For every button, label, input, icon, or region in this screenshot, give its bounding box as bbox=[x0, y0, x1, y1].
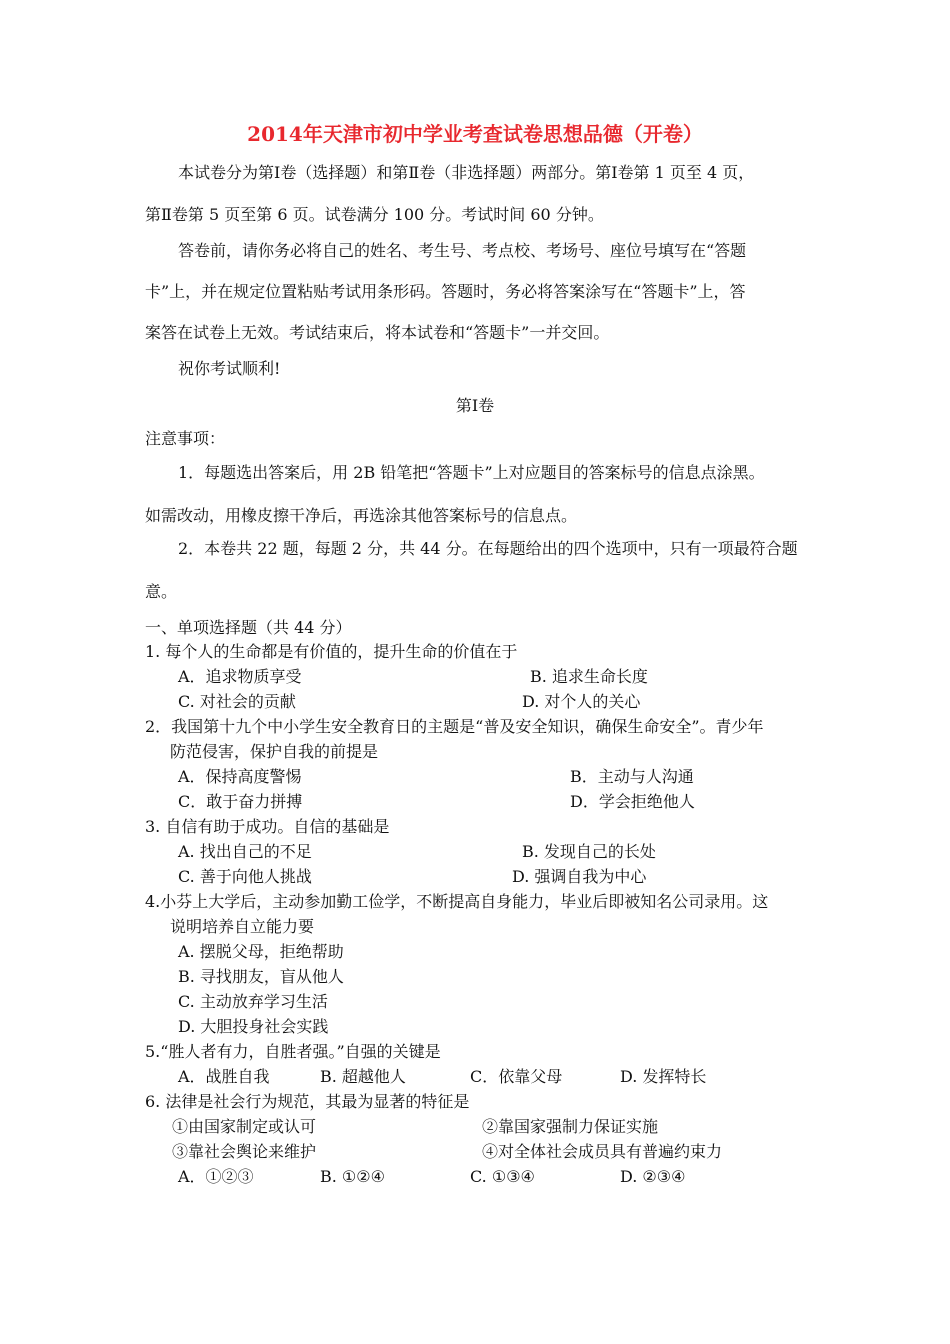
question-6-statement-4: ④对全体社会成员具有普遍约束力 bbox=[482, 1142, 723, 1161]
intro-paragraph-1-line-1: 本试卷分为第Ⅰ卷（选择题）和第Ⅱ卷（非选择题）两部分。第Ⅰ卷第 1 页至 4 页， bbox=[178, 163, 755, 182]
question-4-option-c: C. 主动放弃学习生活 bbox=[178, 992, 328, 1011]
question-6-option-a: A．①②③ bbox=[178, 1167, 254, 1186]
question-5-option-a: A．战胜自我 bbox=[178, 1067, 270, 1086]
question-6-stem: 6. 法律是社会行为规范，其最为显著的特征是 bbox=[145, 1092, 470, 1111]
question-6-option-b: B. ①②④ bbox=[320, 1167, 385, 1186]
question-4-stem-line-2: 说明培养自立能力要 bbox=[170, 917, 315, 936]
notice-2-line-2: 意。 bbox=[145, 582, 178, 601]
question-1-option-a: A．追求物质享受 bbox=[178, 667, 302, 686]
question-1-option-c: C. 对社会的贡献 bbox=[178, 692, 296, 711]
question-1-option-d: D. 对个人的关心 bbox=[522, 692, 641, 711]
question-1-option-b: B. 追求生命长度 bbox=[530, 667, 648, 686]
intro-paragraph-2-line-3: 案答在试卷上无效。考试结束后，将本试卷和“答题卡”一并交回。 bbox=[145, 323, 610, 342]
question-4-option-a: A. 摆脱父母，拒绝帮助 bbox=[178, 942, 344, 961]
question-5-stem: 5.“胜人者有力，自胜者强。”自强的关键是 bbox=[145, 1042, 441, 1061]
question-2-option-c: C．敢于奋力拼搏 bbox=[178, 792, 303, 811]
question-3-option-b: B. 发现自己的长处 bbox=[522, 842, 656, 861]
notice-label: 注意事项： bbox=[145, 429, 226, 448]
notice-2-line-1: 2．本卷共 22 题，每题 2 分，共 44 分。在每题给出的四个选项中，只有一项最符合题 bbox=[178, 539, 798, 558]
question-6-option-d: D. ②③④ bbox=[620, 1167, 686, 1186]
question-3-option-c: C. 善于向他人挑战 bbox=[178, 867, 312, 886]
notice-1-line-1: 1．每题选出答案后，用 2B 铅笔把“答题卡”上对应题目的答案标号的信息点涂黑。 bbox=[178, 463, 765, 482]
question-2-option-a: A．保持高度警惕 bbox=[178, 767, 302, 786]
question-4-option-b: B. 寻找朋友，盲从他人 bbox=[178, 967, 344, 986]
question-5-option-c: C．依靠父母 bbox=[470, 1067, 563, 1086]
question-3-option-a: A. 找出自己的不足 bbox=[178, 842, 312, 861]
part-1-heading: 第Ⅰ卷 bbox=[455, 396, 495, 415]
question-2-option-d: D．学会拒绝他人 bbox=[570, 792, 695, 811]
question-2-stem-line-2: 防范侵害，保护自我的前提是 bbox=[170, 742, 379, 761]
intro-paragraph-2-line-1: 答卷前，请你务必将自己的姓名、考生号、考点校、考场号、座位号填写在“答题 bbox=[178, 241, 747, 260]
exam-title: 2014年天津市初中学业考查试卷思想品德（开卷） bbox=[247, 122, 703, 146]
question-3-stem: 3. 自信有助于成功。自信的基础是 bbox=[145, 817, 390, 836]
question-6-statement-3: ③靠社会舆论来维护 bbox=[172, 1142, 317, 1161]
question-6-option-c: C. ①③④ bbox=[470, 1167, 535, 1186]
question-4-stem-line-1: 4.小芬上大学后，主动参加勤工俭学，不断提高自身能力，毕业后即被知名公司录用。这 bbox=[145, 892, 769, 911]
section-heading: 一、单项选择题（共 44 分） bbox=[145, 618, 352, 637]
question-4-option-d: D. 大胆投身社会实践 bbox=[178, 1017, 329, 1036]
intro-paragraph-2-line-2: 卡”上，并在规定位置粘贴考试用条形码。答题时，务必将答案涂写在“答题卡”上，答 bbox=[145, 282, 746, 301]
question-2-stem-line-1: 2．我国第十九个中小学生安全教育日的主题是“普及安全知识，确保生命安全”。青少年 bbox=[145, 717, 764, 736]
question-1-stem: 1. 每个人的生命都是有价值的，提升生命的价值在于 bbox=[145, 642, 518, 661]
question-5-option-b: B. 超越他人 bbox=[320, 1067, 406, 1086]
good-luck-text: 祝你考试顺利! bbox=[178, 359, 281, 378]
question-2-option-b: B．主动与人沟通 bbox=[570, 767, 694, 786]
notice-1-line-2: 如需改动，用橡皮擦干净后，再选涂其他答案标号的信息点。 bbox=[145, 506, 578, 525]
question-3-option-d: D. 强调自我为中心 bbox=[512, 867, 647, 886]
question-5-option-d: D. 发挥特长 bbox=[620, 1067, 707, 1086]
question-6-statement-1: ①由国家制定或认可 bbox=[172, 1117, 317, 1136]
intro-paragraph-1-line-2: 第Ⅱ卷第 5 页至第 6 页。试卷满分 100 分。考试时间 60 分钟。 bbox=[145, 205, 604, 224]
question-6-statement-2: ②靠国家强制力保证实施 bbox=[482, 1117, 659, 1136]
